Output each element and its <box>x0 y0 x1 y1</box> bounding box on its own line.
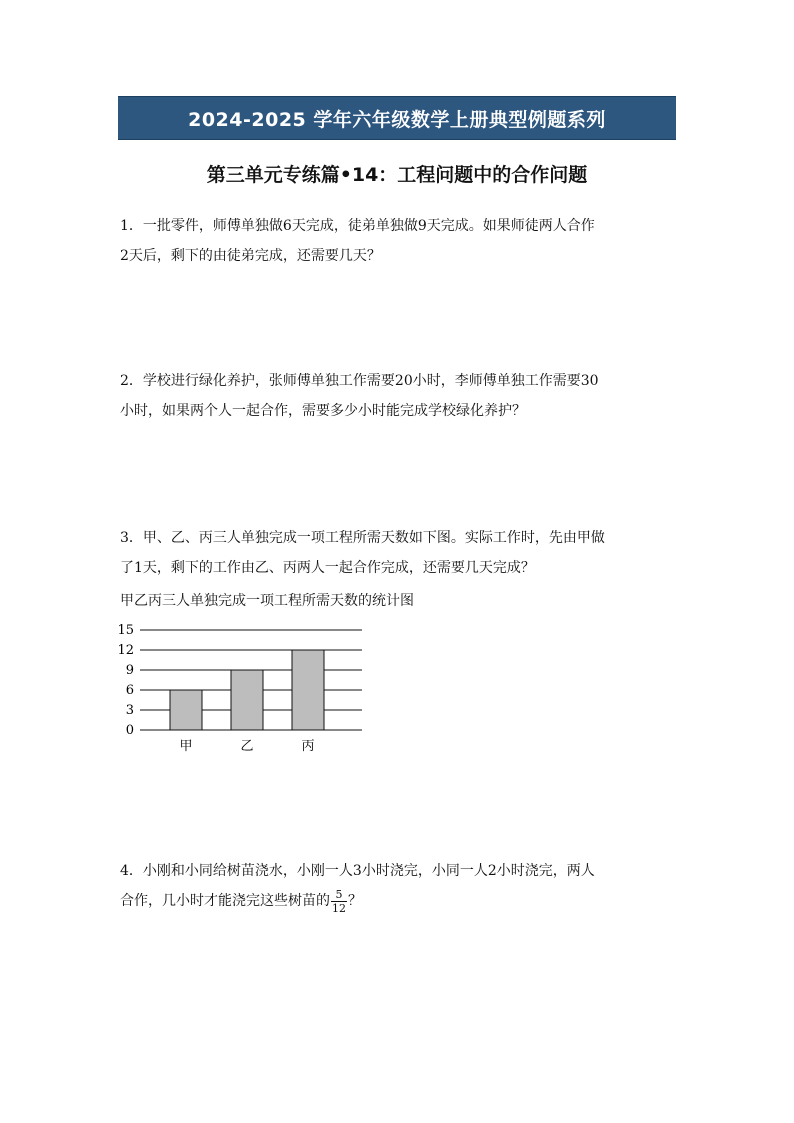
fraction-numerator: 5 <box>331 888 347 902</box>
y-tick-label: 6 <box>125 683 134 698</box>
bar <box>170 690 202 730</box>
question-3-line-2: 了1天，剩下的工作由乙、丙两人一起合作完成，还需要几天完成？ <box>120 560 535 576</box>
question-2-line-2: 小时，如果两个人一起合作，需要多少小时能完成学校绿化养护？ <box>120 403 526 419</box>
question-2-line-1: 2．学校进行绿化养护，张师傅单独工作需要20小时，李师傅单独工作需要30 <box>120 373 599 389</box>
page-title: 第三单元专练篇•14：工程问题中的合作问题 <box>206 164 588 186</box>
x-category-label: 甲 <box>179 739 193 754</box>
chart-y-ticks <box>117 623 134 738</box>
x-category-label: 乙 <box>240 739 254 754</box>
banner-title: 2024-2025 学年六年级数学上册典型例题系列 <box>188 108 606 131</box>
question-4 <box>120 856 676 916</box>
question-3-line-1: 3．甲、乙、丙三人单独完成一项工程所需天数如下图。实际工作时，先由甲做 <box>120 530 605 546</box>
fraction-denominator: 12 <box>332 901 346 915</box>
question-4-text: 合作，几小时才能浇完这些树苗的 <box>120 893 330 909</box>
x-category-label: 丙 <box>301 739 315 754</box>
question-1 <box>120 211 676 271</box>
question-4-end: ？ <box>348 893 362 909</box>
bar <box>292 650 324 730</box>
question-2 <box>120 366 676 426</box>
y-tick-label: 15 <box>117 623 134 638</box>
chart-bars <box>170 650 324 730</box>
question-1-line-2: 2天后，剩下的由徒弟完成，还需要几天？ <box>120 248 381 264</box>
question-4-line-2 <box>120 886 676 916</box>
question-1-line-1: 1．一批零件，师傅单独做6天完成，徒弟单独做9天完成。如果师徒两人合作 <box>120 218 595 234</box>
y-tick-label: 9 <box>125 663 134 678</box>
y-tick-label: 3 <box>125 703 134 718</box>
chart-title: 甲乙丙三人单独完成一项工程所需天数的统计图 <box>120 593 414 609</box>
y-tick-label: 12 <box>117 643 134 658</box>
bar <box>231 670 263 730</box>
question-4-line-1: 4．小刚和小同给树苗浇水，小刚一人3小时浇完，小同一人2小时浇完，两人 <box>120 863 595 879</box>
question-3 <box>120 523 676 583</box>
bar-chart <box>112 620 372 760</box>
fraction <box>331 888 347 915</box>
series-banner <box>118 96 676 140</box>
y-tick-label: 0 <box>125 723 134 738</box>
chart-x-labels <box>179 739 314 754</box>
